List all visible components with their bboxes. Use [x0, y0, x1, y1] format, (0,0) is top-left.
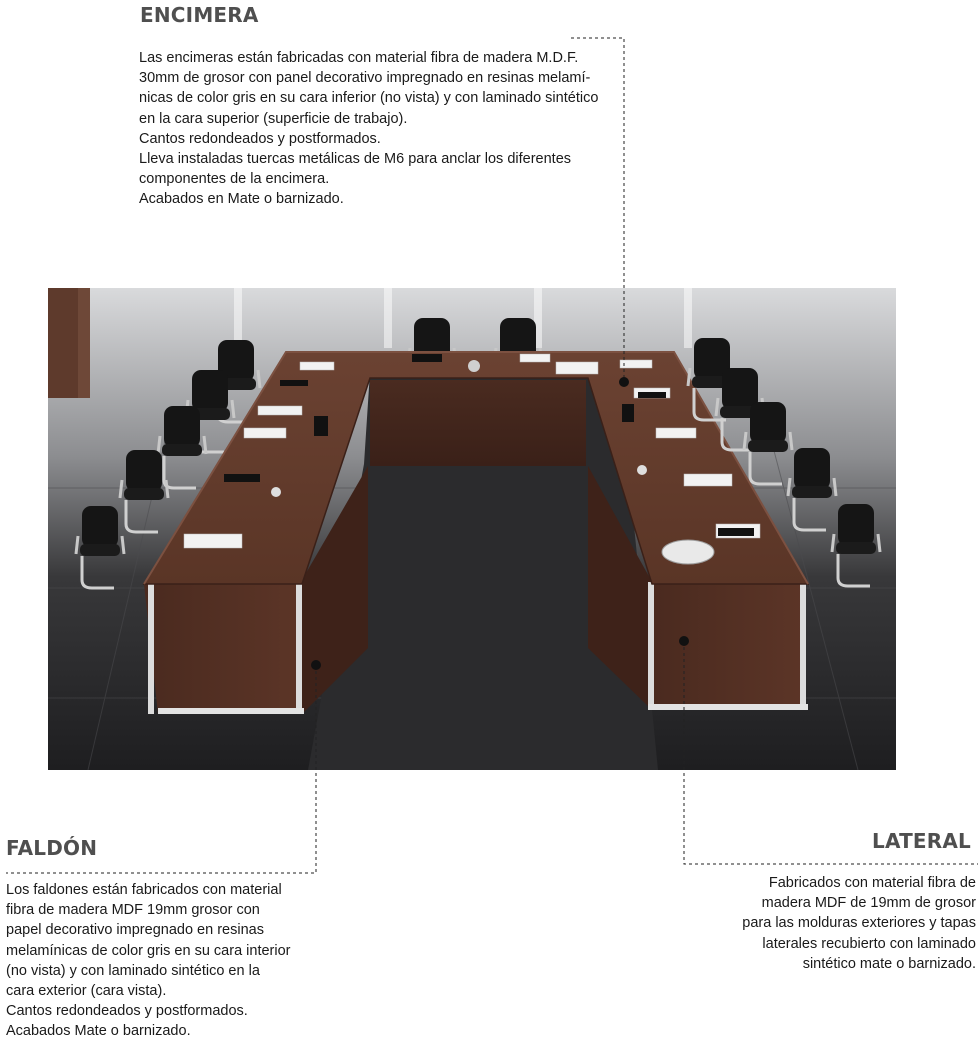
faldon-line: (no vista) y con laminado sintético en la [6, 962, 260, 979]
lateral-line: laterales recubierto con laminado [762, 935, 976, 952]
encimera-line: en la cara superior (superficie de trabajo). [139, 110, 408, 127]
faldon-line: Los faldones están fabricados con material [6, 882, 282, 898]
encimera-line: nicas de color gris en su cara inferior (no vista) y con laminado sintético [139, 90, 599, 107]
faldon-line: melamínicas de color gris en su cara interior [6, 942, 291, 959]
faldon-line: Acabados Mate o barnizado. [6, 1023, 191, 1040]
faldon-line: Cantos redondeados y postformados. [6, 1003, 248, 1020]
faldon-line: fibra de madera MDF 19mm grosor con [6, 902, 260, 919]
encimera-description [139, 48, 598, 210]
faldon-line: cara exterior (cara vista). [6, 983, 167, 1000]
lateral-heading: LATERAL [872, 829, 971, 853]
encimera-heading: ENCIMERA [140, 3, 259, 27]
lateral-line: sintético mate o barnizado. [802, 955, 976, 972]
encimera-line: Cantos redondeados y postformados. [139, 130, 381, 147]
lateral-line: Fabricados con material fibra de [768, 875, 976, 891]
faldon-line: papel decorativo impregnado en resinas [6, 922, 264, 939]
lateral-line: para las molduras exteriores y tapas [742, 915, 976, 932]
lateral-line: madera MDF de 19mm de grosor [761, 895, 976, 912]
encimera-line: Acabados en Mate o barnizado. [139, 191, 344, 208]
encimera-line: 30mm de grosor con panel decorativo impregnado en resinas melamí- [139, 70, 591, 87]
conference-table-photo [48, 288, 896, 770]
encimera-line: componentes de la encimera. [139, 171, 330, 188]
encimera-line: Lleva instaladas tuercas metálicas de M6 para anclar los diferentes [139, 151, 572, 168]
faldon-heading: FALDÓN [6, 836, 98, 860]
encimera-line: Las encimeras están fabricadas con material fibra de madera M.D.F. [139, 50, 579, 66]
lateral-description [676, 873, 976, 974]
faldon-description [6, 880, 290, 1042]
